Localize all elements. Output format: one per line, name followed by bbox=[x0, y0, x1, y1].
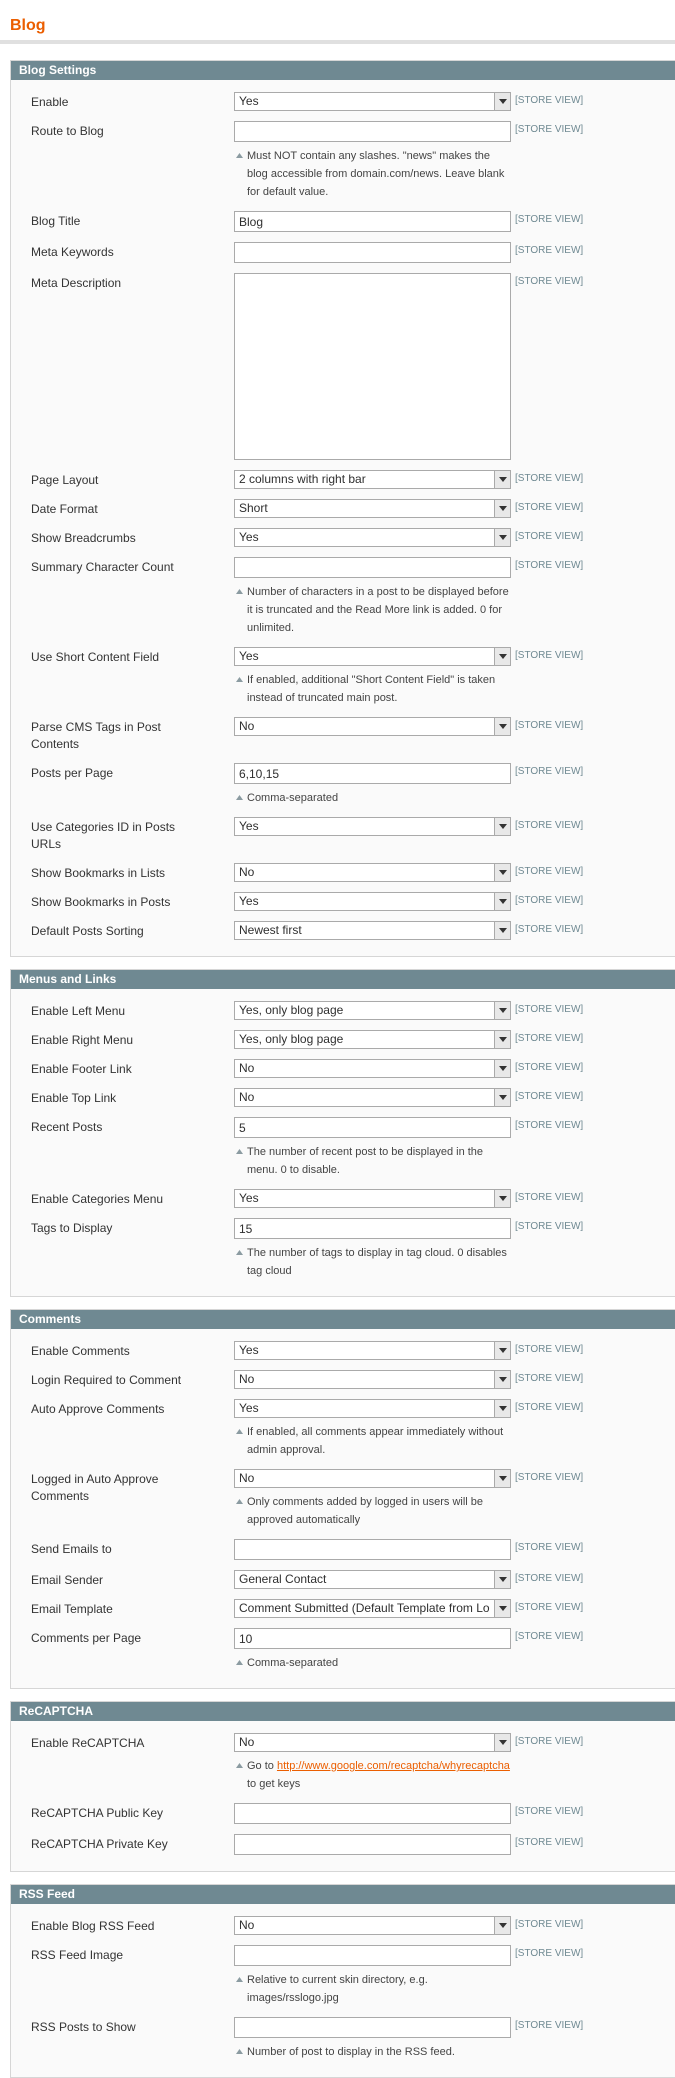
logged-in-auto-approve-select[interactable] bbox=[234, 1469, 511, 1488]
section-header[interactable]: ReCAPTCHA bbox=[11, 1702, 675, 1721]
field-row-recent-posts bbox=[11, 1117, 675, 1179]
field-control bbox=[211, 499, 491, 518]
field-label: Enable ReCAPTCHA bbox=[31, 1736, 145, 1750]
field-label: Default Posts Sorting bbox=[31, 924, 144, 938]
recaptcha-private-key-input[interactable] bbox=[234, 1834, 511, 1855]
route-to-blog-input[interactable] bbox=[234, 121, 511, 142]
field-row-posts-per-page bbox=[11, 763, 675, 807]
field-note bbox=[234, 1757, 511, 1793]
field-row-login-required bbox=[11, 1370, 675, 1389]
field-control bbox=[211, 528, 491, 547]
note-arrow-icon bbox=[234, 1244, 247, 1280]
select-value: Yes bbox=[239, 1191, 259, 1205]
store-view-scope: [STORE VIEW] bbox=[515, 1373, 584, 1384]
config-sections bbox=[0, 60, 675, 2078]
field-label: Page Layout bbox=[31, 473, 99, 487]
field-control bbox=[211, 1628, 491, 1672]
note-text bbox=[247, 1757, 511, 1793]
enable-footer-link-select[interactable] bbox=[234, 1059, 511, 1078]
note-arrow-icon bbox=[234, 1423, 247, 1459]
select-value: No bbox=[239, 1918, 255, 1932]
field-note bbox=[234, 1971, 511, 2007]
field-note bbox=[234, 147, 511, 201]
field-note bbox=[234, 583, 511, 637]
send-emails-to-input[interactable] bbox=[234, 1539, 511, 1560]
recaptcha-link[interactable]: http://www.google.com/recaptcha/whyrecaptcha bbox=[276, 1760, 510, 1772]
field-row-default-posts-sorting bbox=[11, 921, 675, 940]
enable-left-menu-select[interactable] bbox=[234, 1001, 511, 1020]
field-row-enable-recaptcha bbox=[11, 1733, 675, 1793]
field-control bbox=[211, 1370, 491, 1389]
field-label: Enable Left Menu bbox=[31, 1004, 126, 1018]
field-label: Enable Footer Link bbox=[31, 1062, 132, 1076]
note-text: Number of post to display in the RSS feed. bbox=[247, 2046, 455, 2058]
field-row-recaptcha-public-key bbox=[11, 1803, 675, 1824]
store-view-scope: [STORE VIEW] bbox=[515, 766, 584, 777]
field-label: RSS Posts to Show bbox=[31, 2020, 136, 2034]
store-view-scope: [STORE VIEW] bbox=[515, 1062, 584, 1073]
field-label: Enable Categories Menu bbox=[31, 1192, 164, 1206]
note-text: The number of recent post to be displayed in the menu. 0 to disable. bbox=[247, 1146, 484, 1176]
field-label: Email Template bbox=[31, 1602, 113, 1616]
field-control bbox=[211, 1570, 491, 1589]
section-header[interactable]: Menus and Links bbox=[11, 970, 675, 989]
field-row-auto-approve-comments bbox=[11, 1399, 675, 1459]
store-view-scope: [STORE VIEW] bbox=[515, 1192, 584, 1203]
store-view-scope: [STORE VIEW] bbox=[515, 866, 584, 877]
field-row-rss-posts-to-show bbox=[11, 2017, 675, 2061]
section-header[interactable]: Comments bbox=[11, 1310, 675, 1329]
recent-posts-input[interactable] bbox=[234, 1117, 511, 1138]
field-control bbox=[211, 211, 491, 232]
field-row-summary-character-count bbox=[11, 557, 675, 637]
field-control bbox=[211, 647, 496, 707]
posts-per-page-input[interactable] bbox=[234, 763, 511, 784]
select-value: Yes bbox=[239, 1401, 259, 1415]
field-note bbox=[234, 1493, 511, 1529]
store-view-scope: [STORE VIEW] bbox=[515, 95, 584, 106]
select-value: Yes, only blog page bbox=[239, 1003, 344, 1017]
note-arrow-icon bbox=[234, 147, 247, 201]
section-header[interactable]: RSS Feed bbox=[11, 1885, 675, 1904]
select-value: Comment Submitted (Default Template from Lo bbox=[239, 1601, 490, 1615]
select-value: Short bbox=[239, 501, 268, 515]
select-value: Yes bbox=[239, 819, 259, 833]
field-control bbox=[211, 1599, 491, 1618]
default-posts-sorting-select[interactable] bbox=[234, 921, 511, 940]
show-bookmarks-posts-select[interactable] bbox=[234, 892, 511, 911]
field-control bbox=[211, 921, 491, 940]
note-arrow-icon bbox=[234, 1143, 247, 1179]
note-text: Number of characters in a post to be displayed before it is truncated and the Read More link is added. 0 for unlimited. bbox=[247, 586, 509, 634]
field-row-use-short-content-field bbox=[11, 647, 675, 707]
tags-to-display-input[interactable] bbox=[234, 1218, 511, 1239]
enable-right-menu-select[interactable] bbox=[234, 1030, 511, 1049]
store-view-scope: [STORE VIEW] bbox=[515, 531, 584, 542]
select-value: No bbox=[239, 719, 255, 733]
field-row-use-categories-id bbox=[11, 817, 675, 853]
field-note bbox=[234, 1143, 511, 1179]
section-body bbox=[11, 80, 675, 956]
field-label: ReCAPTCHA Private Key bbox=[31, 1837, 168, 1851]
field-row-enable-categories-menu bbox=[11, 1189, 675, 1208]
field-control bbox=[211, 121, 505, 201]
note-text: Must NOT contain any slashes. "news" makes the blog accessible from domain.com/news. Leave blank for default value. bbox=[247, 150, 505, 198]
field-label: Show Bookmarks in Posts bbox=[31, 895, 171, 909]
field-row-comments-per-page bbox=[11, 1628, 675, 1672]
store-view-scope: [STORE VIEW] bbox=[515, 1344, 584, 1355]
recaptcha-public-key-input[interactable] bbox=[234, 1803, 511, 1824]
config-section bbox=[10, 969, 675, 1297]
field-row-rss-feed-image bbox=[11, 1945, 675, 2007]
field-label: Meta Description bbox=[31, 276, 122, 290]
field-row-enable-left-menu bbox=[11, 1001, 675, 1020]
field-note bbox=[234, 1423, 511, 1459]
store-view-scope: [STORE VIEW] bbox=[515, 1573, 584, 1584]
field-row-send-emails-to bbox=[11, 1539, 675, 1560]
select-value: No bbox=[239, 1735, 255, 1749]
enable-comments-select[interactable] bbox=[234, 1341, 511, 1360]
auto-approve-comments-select[interactable] bbox=[234, 1399, 511, 1418]
field-label: Date Format bbox=[31, 502, 98, 516]
field-control bbox=[211, 1117, 491, 1179]
field-control bbox=[211, 1916, 491, 1935]
select-value: No bbox=[239, 1471, 255, 1485]
note-arrow-icon bbox=[234, 2043, 247, 2061]
store-view-scope: [STORE VIEW] bbox=[515, 1602, 584, 1613]
select-value: No bbox=[239, 1090, 255, 1104]
field-label: Blog Title bbox=[31, 214, 81, 228]
field-control bbox=[211, 1945, 491, 2007]
section-body bbox=[11, 1329, 675, 1688]
note-text: Only comments added by logged in users will be approved automatically bbox=[247, 1496, 484, 1526]
store-view-scope: [STORE VIEW] bbox=[515, 720, 584, 731]
field-control bbox=[211, 1189, 491, 1208]
field-control bbox=[211, 717, 491, 736]
field-control bbox=[211, 557, 509, 637]
select-value: General Contact bbox=[239, 1572, 327, 1586]
note-arrow-icon bbox=[234, 671, 247, 707]
store-view-scope: [STORE VIEW] bbox=[515, 1004, 584, 1015]
field-row-date-format bbox=[11, 499, 675, 518]
note-text: The number of tags to display in tag cloud. 0 disables tag cloud bbox=[247, 1247, 507, 1277]
section-body bbox=[11, 1721, 675, 1871]
select-value: No bbox=[239, 1372, 255, 1386]
field-control bbox=[211, 863, 491, 882]
field-control bbox=[211, 2017, 491, 2061]
field-row-enable-blog-rss bbox=[11, 1916, 675, 1935]
select-value: Yes bbox=[239, 894, 259, 908]
field-control bbox=[211, 817, 491, 836]
field-row-enable-top-link bbox=[11, 1088, 675, 1107]
field-row-blog-title bbox=[11, 211, 675, 232]
field-row-recaptcha-private-key bbox=[11, 1834, 675, 1855]
select-value: No bbox=[239, 1061, 255, 1075]
field-label: Parse CMS Tags in Post Contents bbox=[31, 720, 161, 751]
enable-recaptcha-select[interactable] bbox=[234, 1733, 511, 1752]
store-view-scope: [STORE VIEW] bbox=[515, 1033, 584, 1044]
rss-feed-image-input[interactable] bbox=[234, 1945, 511, 1966]
field-row-page-layout bbox=[11, 470, 675, 489]
field-label: Use Categories ID in Posts URLs bbox=[31, 820, 176, 851]
field-label: Enable Comments bbox=[31, 1344, 130, 1358]
show-breadcrumbs-select[interactable] bbox=[234, 528, 511, 547]
store-view-scope: [STORE VIEW] bbox=[515, 502, 584, 513]
note-text: If enabled, additional "Short Content Field" is taken instead of truncated main post. bbox=[247, 674, 496, 704]
store-view-scope: [STORE VIEW] bbox=[515, 1806, 584, 1817]
config-section bbox=[10, 1884, 675, 2078]
select-value: Yes bbox=[239, 530, 259, 544]
field-row-enable-footer-link bbox=[11, 1059, 675, 1078]
field-note bbox=[234, 789, 511, 807]
field-label: Show Bookmarks in Lists bbox=[31, 866, 166, 880]
enable-blog-rss-select[interactable] bbox=[234, 1916, 511, 1935]
field-label: Meta Keywords bbox=[31, 245, 114, 259]
note-arrow-icon bbox=[234, 583, 247, 637]
page-title: Blog bbox=[10, 17, 46, 34]
email-template-select[interactable] bbox=[234, 1599, 511, 1618]
store-view-scope: [STORE VIEW] bbox=[515, 924, 584, 935]
field-control bbox=[211, 1030, 491, 1049]
store-view-scope: [STORE VIEW] bbox=[515, 1919, 584, 1930]
enable-categories-menu-select[interactable] bbox=[234, 1189, 511, 1208]
comments-per-page-input[interactable] bbox=[234, 1628, 511, 1649]
field-row-tags-to-display bbox=[11, 1218, 675, 1280]
note-text: Comma-separated bbox=[247, 1657, 339, 1669]
field-row-logged-in-auto-approve bbox=[11, 1469, 675, 1529]
field-row-meta-description bbox=[11, 273, 675, 460]
parse-cms-tags-select[interactable] bbox=[234, 717, 511, 736]
field-label: RSS Feed Image bbox=[31, 1948, 124, 1962]
field-row-enable-right-menu bbox=[11, 1030, 675, 1049]
login-required-select[interactable] bbox=[234, 1370, 511, 1389]
store-view-scope: [STORE VIEW] bbox=[515, 214, 584, 225]
store-view-scope: [STORE VIEW] bbox=[515, 650, 584, 661]
note-text: Relative to current skin directory, e.g. images/rsslogo.jpg bbox=[247, 1974, 428, 2004]
store-view-scope: [STORE VIEW] bbox=[515, 1472, 584, 1483]
field-control bbox=[211, 892, 491, 911]
store-view-scope: [STORE VIEW] bbox=[515, 1402, 584, 1413]
store-view-scope: [STORE VIEW] bbox=[515, 124, 584, 135]
field-control bbox=[211, 1218, 507, 1280]
note-arrow-icon bbox=[234, 1971, 247, 2007]
store-view-scope: [STORE VIEW] bbox=[515, 1120, 584, 1131]
enable-top-link-select[interactable] bbox=[234, 1088, 511, 1107]
field-row-show-breadcrumbs bbox=[11, 528, 675, 547]
show-bookmarks-lists-select[interactable] bbox=[234, 863, 511, 882]
store-view-scope: [STORE VIEW] bbox=[515, 1091, 584, 1102]
field-control bbox=[211, 92, 491, 111]
store-view-scope: [STORE VIEW] bbox=[515, 1736, 584, 1747]
select-value: Yes bbox=[239, 649, 259, 663]
field-label: Posts per Page bbox=[31, 766, 114, 780]
field-control bbox=[211, 1059, 491, 1078]
section-body bbox=[11, 1904, 675, 2077]
field-note bbox=[234, 2043, 511, 2061]
field-label: Email Sender bbox=[31, 1573, 104, 1587]
field-control bbox=[211, 1834, 491, 1855]
page-layout-select[interactable] bbox=[234, 470, 511, 489]
field-label: ReCAPTCHA Public Key bbox=[31, 1806, 164, 1820]
field-control bbox=[211, 1469, 491, 1529]
field-label: Login Required to Comment bbox=[31, 1373, 182, 1387]
field-control bbox=[211, 1803, 491, 1824]
field-control bbox=[211, 273, 491, 460]
store-view-scope: [STORE VIEW] bbox=[515, 1948, 584, 1959]
select-value: 2 columns with right bar bbox=[239, 472, 366, 486]
section-header[interactable]: Blog Settings bbox=[11, 61, 675, 80]
field-label: Recent Posts bbox=[31, 1120, 103, 1134]
select-value: Yes bbox=[239, 94, 259, 108]
field-row-email-template bbox=[11, 1599, 675, 1618]
store-view-scope: [STORE VIEW] bbox=[515, 895, 584, 906]
field-label: Logged in Auto Approve Comments bbox=[31, 1472, 159, 1503]
store-view-scope: [STORE VIEW] bbox=[515, 276, 584, 287]
email-sender-select[interactable] bbox=[234, 1570, 511, 1589]
select-value: No bbox=[239, 865, 255, 879]
note-arrow-icon bbox=[234, 1493, 247, 1529]
store-view-scope: [STORE VIEW] bbox=[515, 2020, 584, 2031]
note-arrow-icon bbox=[234, 1757, 247, 1793]
field-control bbox=[211, 763, 491, 807]
note-text: If enabled, all comments appear immediately without admin approval. bbox=[247, 1426, 504, 1456]
store-view-scope: [STORE VIEW] bbox=[515, 1837, 584, 1848]
config-section bbox=[10, 60, 675, 957]
store-view-scope: [STORE VIEW] bbox=[515, 245, 584, 256]
field-label: Summary Character Count bbox=[31, 560, 174, 574]
field-label: Send Emails to bbox=[31, 1542, 112, 1556]
field-label: Route to Blog bbox=[31, 124, 104, 138]
section-body bbox=[11, 989, 675, 1296]
config-section bbox=[10, 1309, 675, 1689]
date-format-select[interactable] bbox=[234, 499, 511, 518]
field-note bbox=[234, 671, 511, 707]
field-row-route-to-blog bbox=[11, 121, 675, 201]
field-label: Use Short Content Field bbox=[31, 650, 160, 664]
store-view-scope: [STORE VIEW] bbox=[515, 560, 584, 571]
field-row-parse-cms-tags bbox=[11, 717, 675, 753]
field-control bbox=[211, 1733, 510, 1793]
note-text: Comma-separated bbox=[247, 792, 339, 804]
store-view-scope: [STORE VIEW] bbox=[515, 1542, 584, 1553]
meta-keywords-input[interactable] bbox=[234, 242, 511, 263]
enable-select[interactable] bbox=[234, 92, 511, 111]
field-control bbox=[211, 1088, 491, 1107]
field-row-meta-keywords bbox=[11, 242, 675, 263]
field-control bbox=[211, 1399, 504, 1459]
use-short-content-field-select[interactable] bbox=[234, 647, 511, 666]
field-label: Enable bbox=[31, 95, 69, 109]
field-note bbox=[234, 1244, 511, 1280]
store-view-scope: [STORE VIEW] bbox=[515, 820, 584, 831]
note-text-pre: Go to bbox=[247, 1760, 277, 1772]
field-control bbox=[211, 242, 491, 263]
field-label: Enable Top Link bbox=[31, 1091, 117, 1105]
summary-character-count-input[interactable] bbox=[234, 557, 511, 578]
field-label: Comments per Page bbox=[31, 1631, 142, 1645]
field-label: Show Breadcrumbs bbox=[31, 531, 136, 545]
meta-description-textarea[interactable] bbox=[234, 273, 511, 460]
store-view-scope: [STORE VIEW] bbox=[515, 473, 584, 484]
field-control bbox=[211, 1539, 491, 1560]
config-section bbox=[10, 1701, 675, 1872]
note-arrow-icon bbox=[234, 789, 247, 807]
field-row-show-bookmarks-lists bbox=[11, 863, 675, 882]
field-row-enable bbox=[11, 92, 675, 111]
note-arrow-icon bbox=[234, 1654, 247, 1672]
field-control bbox=[211, 1341, 491, 1360]
field-label: Auto Approve Comments bbox=[31, 1402, 165, 1416]
field-label: Enable Right Menu bbox=[31, 1033, 134, 1047]
store-view-scope: [STORE VIEW] bbox=[515, 1221, 584, 1232]
store-view-scope: [STORE VIEW] bbox=[515, 1631, 584, 1642]
field-control bbox=[211, 1001, 491, 1020]
field-label: Tags to Display bbox=[31, 1221, 113, 1235]
select-value: Yes bbox=[239, 1343, 259, 1357]
field-row-show-bookmarks-posts bbox=[11, 892, 675, 911]
field-label: Enable Blog RSS Feed bbox=[31, 1919, 155, 1933]
note-text-post: to get keys bbox=[247, 1778, 301, 1790]
field-note bbox=[234, 1654, 511, 1672]
blog-title-input[interactable] bbox=[234, 211, 511, 232]
field-row-enable-comments bbox=[11, 1341, 675, 1360]
field-control bbox=[211, 470, 491, 489]
select-value: Yes, only blog page bbox=[239, 1032, 344, 1046]
select-value: Newest first bbox=[239, 923, 302, 937]
page-header bbox=[0, 0, 675, 44]
field-row-email-sender bbox=[11, 1570, 675, 1589]
rss-posts-to-show-input[interactable] bbox=[234, 2017, 511, 2038]
use-categories-id-select[interactable] bbox=[234, 817, 511, 836]
